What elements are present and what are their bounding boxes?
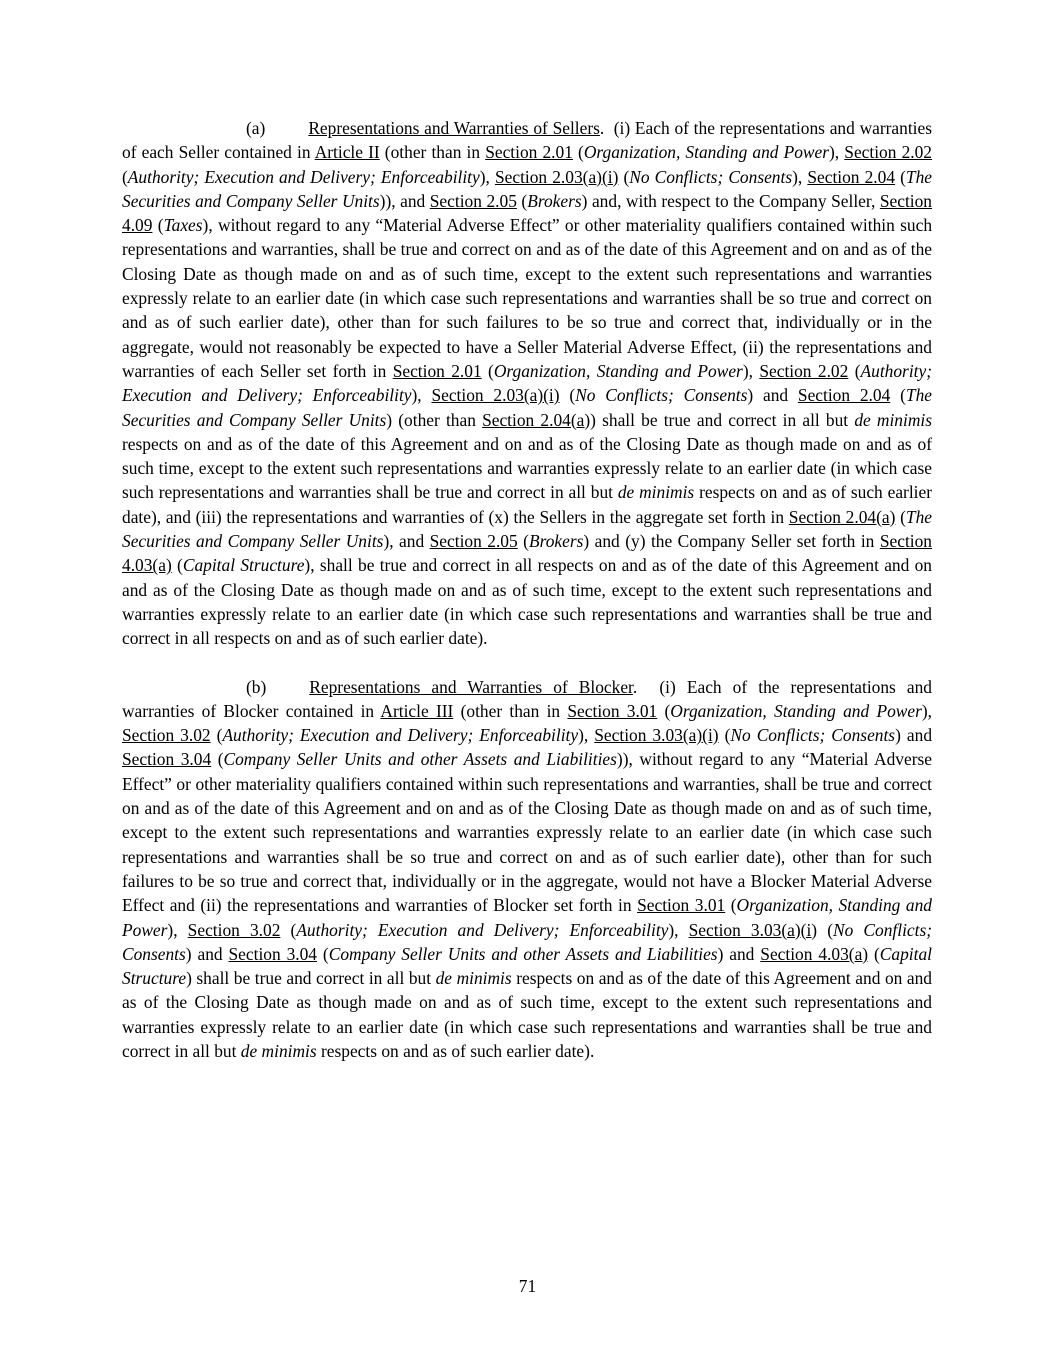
text-run: ), xyxy=(921,700,932,721)
defined-term: The Securities and Company Seller Units xyxy=(122,506,932,552)
text-run: ) and xyxy=(185,943,229,964)
defined-term: de minimis xyxy=(435,968,512,989)
text-run: ( xyxy=(152,215,164,236)
text-run: ( xyxy=(280,919,297,940)
paragraph-a xyxy=(122,116,932,651)
text-run: ) shall be true and correct in all but xyxy=(590,409,855,430)
text-run: ), xyxy=(829,142,845,163)
defined-term: de minimis xyxy=(854,409,932,430)
section-reference: Section 3.02 xyxy=(187,919,281,940)
text-run: ) and xyxy=(895,725,933,746)
text-run: ), xyxy=(167,919,188,940)
defined-term: No Conflicts; Consents xyxy=(575,385,748,406)
page-number: 71 xyxy=(518,1276,537,1296)
section-reference: Section 2.05 xyxy=(429,190,517,211)
section-reference: Section 2.04 xyxy=(797,385,891,406)
defined-term: Taxes xyxy=(163,215,203,236)
defined-term: Authority; Execution and Delivery; Enforceability xyxy=(222,725,579,746)
section-reference: Section 2.04 xyxy=(807,166,896,187)
text-run: ( xyxy=(848,360,861,381)
section-reference: Section 4.03(a) xyxy=(760,943,869,964)
defined-term: Company Seller Units and other Assets and Liabilities xyxy=(328,943,718,964)
section-reference: Representations and Warranties of Blocker xyxy=(309,676,633,697)
text-run: ), shall be true and correct in all respects on and as of the date of this Agreement and on and as of the Closing Date as though made on and as of such time, except to the extent such representations and warranties expressly relate to an earlier date (in which case such representations and warranties shall be true and correct in all respects on and as of such earlier date). xyxy=(122,555,933,649)
section-reference: Section 2.05 xyxy=(429,531,518,552)
section-reference: Representations and Warranties of Sellers xyxy=(308,118,600,138)
defined-term: Authority; Execution and Delivery; Enforceability xyxy=(127,166,480,187)
text-run: ) and (y) the Company Seller set forth in xyxy=(583,531,880,552)
text-run: (b) xyxy=(246,676,267,697)
defined-term: No Conflicts; Consents xyxy=(629,166,793,187)
text-run: (other than in xyxy=(453,700,568,721)
section-reference: Section 2.02 xyxy=(844,142,933,163)
section-reference: Article III xyxy=(380,700,454,721)
defined-term: No Conflicts; Consents xyxy=(122,919,933,964)
text-run: ) (other than xyxy=(386,409,483,430)
defined-term: Capital Structure xyxy=(182,555,305,576)
text-run: ( xyxy=(890,385,906,406)
section-reference: Section 3.01 xyxy=(567,700,658,721)
text-run: ( xyxy=(657,700,671,721)
text-run: ( xyxy=(210,725,223,746)
text-run: ( xyxy=(516,190,528,211)
section-reference: Section 2.04(a) xyxy=(788,506,896,527)
section-reference: Section 2.01 xyxy=(392,360,482,381)
text-run: ( xyxy=(171,555,183,576)
text-run: respects on and as of the date of this Agreement and on and as of the Closing Date as though made on and as of such time, except to the extent such representations and warranties expressly relate to an earlier date (in which case such representations and warranties shall be true and correct in all but xyxy=(122,433,932,503)
text-run: ( xyxy=(317,943,329,964)
defined-term: The Securities and Company Seller Units xyxy=(122,166,933,211)
section-reference: Section 2.03(a)(i) xyxy=(494,166,619,187)
text-run: ( xyxy=(572,142,584,163)
text-run: ( xyxy=(211,749,224,770)
text-run: )), without regard to any “Material Adverse Effect” or other materiality qualifiers contained within such representations and warranties, shall be true and correct on and as of the date of this Agreement and on and as of the Closing Date as though made on and as of such time, except to the extent such representations and warranties expressly relate to an earlier date (in which case such representations and warranties shall be so true and correct on and as of such earlier date), other than for such failures to be so true and correct that, individually or in the aggregate, would not have a Blocker Material Adverse Effect and (ii) the representations and warranties of Blocker set forth in xyxy=(122,749,932,916)
text-run: ), and xyxy=(383,531,430,552)
text-run: ), without regard to any “Material Adverse Effect” or other materiality qualifiers contained within such representations and warranties, shall be true and correct on and as of the date of this Agreement and on and as of the Closing Date as though made on and as of such time, except to the extent such representations and warranties expressly relate to an earlier date (in which case such representations and warranties shall be so true and correct on and as of such earlier date), other than for such failures to be so true and correct that, individually or in the aggregate, would not reasonably be expected to have a Seller Material Adverse Effect, (ii) the representations and warranties of each Seller set forth in xyxy=(122,215,933,381)
section-reference: Section 2.03(a)(i) xyxy=(431,385,560,406)
section-reference: Section 3.04 xyxy=(228,943,318,964)
text-run: . (i) Each of the representations and warranties of each Seller contained in xyxy=(122,118,932,163)
text-run: )), and xyxy=(379,190,430,211)
text-run: ( xyxy=(559,385,576,406)
section-reference: Section 4.09 xyxy=(122,190,933,236)
defined-term: Organization, Standing and Power xyxy=(493,360,743,381)
page-body xyxy=(122,116,932,1087)
defined-term: Authority; Execution and Delivery; Enforceability xyxy=(296,919,669,940)
section-reference: Article II xyxy=(314,142,380,163)
defined-term: de minimis xyxy=(240,1040,317,1061)
defined-term: Authority; Execution and Delivery; Enforceability xyxy=(122,360,932,406)
text-run: ( xyxy=(618,166,630,187)
section-reference: Section 2.04(a) xyxy=(482,409,591,430)
text-run: ) and, with respect to the Company Seller, xyxy=(581,190,880,211)
paragraph-b xyxy=(122,675,932,1064)
text-run: respects on and as of such earlier date). xyxy=(316,1040,595,1061)
defined-term: de minimis xyxy=(617,482,695,503)
defined-term: Organization, Standing and Power xyxy=(583,142,830,163)
text-run: ( xyxy=(725,895,737,916)
section-reference: Section 3.03(a)(i) xyxy=(688,919,818,940)
text-run: respects on and as of the date of this Agreement and on and as of the Closing Date as though made on and as of such time, except to the extent such representations and warranties expressly relate to an earlier date (in which case such representations and warranties shall be true and correct in all but xyxy=(122,968,932,1061)
text-run: ), xyxy=(578,725,595,746)
text-run: (other than in xyxy=(379,142,486,163)
defined-term: Brokers xyxy=(527,190,582,211)
defined-term: No Conflicts; Consents xyxy=(730,725,896,746)
text-run: ), xyxy=(668,919,689,940)
defined-term: Organization, Standing and Power xyxy=(670,700,922,721)
text-run: . (i) Each of the representations and warranties of Blocker contained in xyxy=(122,676,932,721)
defined-term: The Securities and Company Seller Units xyxy=(122,385,932,430)
section-reference: Section 3.01 xyxy=(637,895,726,916)
text-run: ), xyxy=(742,360,760,381)
defined-term: Organization, Standing and Power xyxy=(122,895,932,940)
text-run: ( xyxy=(122,166,128,187)
text-run: (a) xyxy=(246,118,266,138)
text-run: ( xyxy=(895,166,906,187)
text-run: ( xyxy=(817,919,833,940)
text-run: ), xyxy=(792,166,808,187)
text-run: ( xyxy=(895,506,906,527)
text-run: respects on and as of such earlier date), and (iii) the representations and warranties of (x) the Sellers in the aggregate set forth in xyxy=(122,482,933,527)
section-reference: Section 2.01 xyxy=(485,142,573,163)
text-run: ) shall be true and correct in all but xyxy=(186,968,436,989)
text-run: ) and xyxy=(717,943,761,964)
section-reference: Section 4.03(a) xyxy=(122,531,932,576)
section-reference: Section 3.04 xyxy=(122,749,212,770)
defined-term: Capital Structure xyxy=(122,943,932,989)
text-run: ) and xyxy=(747,385,798,406)
defined-term: Brokers xyxy=(528,531,584,552)
text-run: ), xyxy=(479,166,495,187)
text-run: ( xyxy=(517,531,529,552)
defined-term: Company Seller Units and other Assets and Liabilities xyxy=(223,749,617,770)
section-reference: Section 3.02 xyxy=(122,725,211,746)
section-reference: Section 2.02 xyxy=(759,360,849,381)
text-run: ( xyxy=(868,943,880,964)
text-run: ( xyxy=(481,360,494,381)
text-run: ), xyxy=(411,385,432,406)
text-run: ( xyxy=(718,725,731,746)
section-reference: Section 3.03(a)(i) xyxy=(594,725,719,746)
